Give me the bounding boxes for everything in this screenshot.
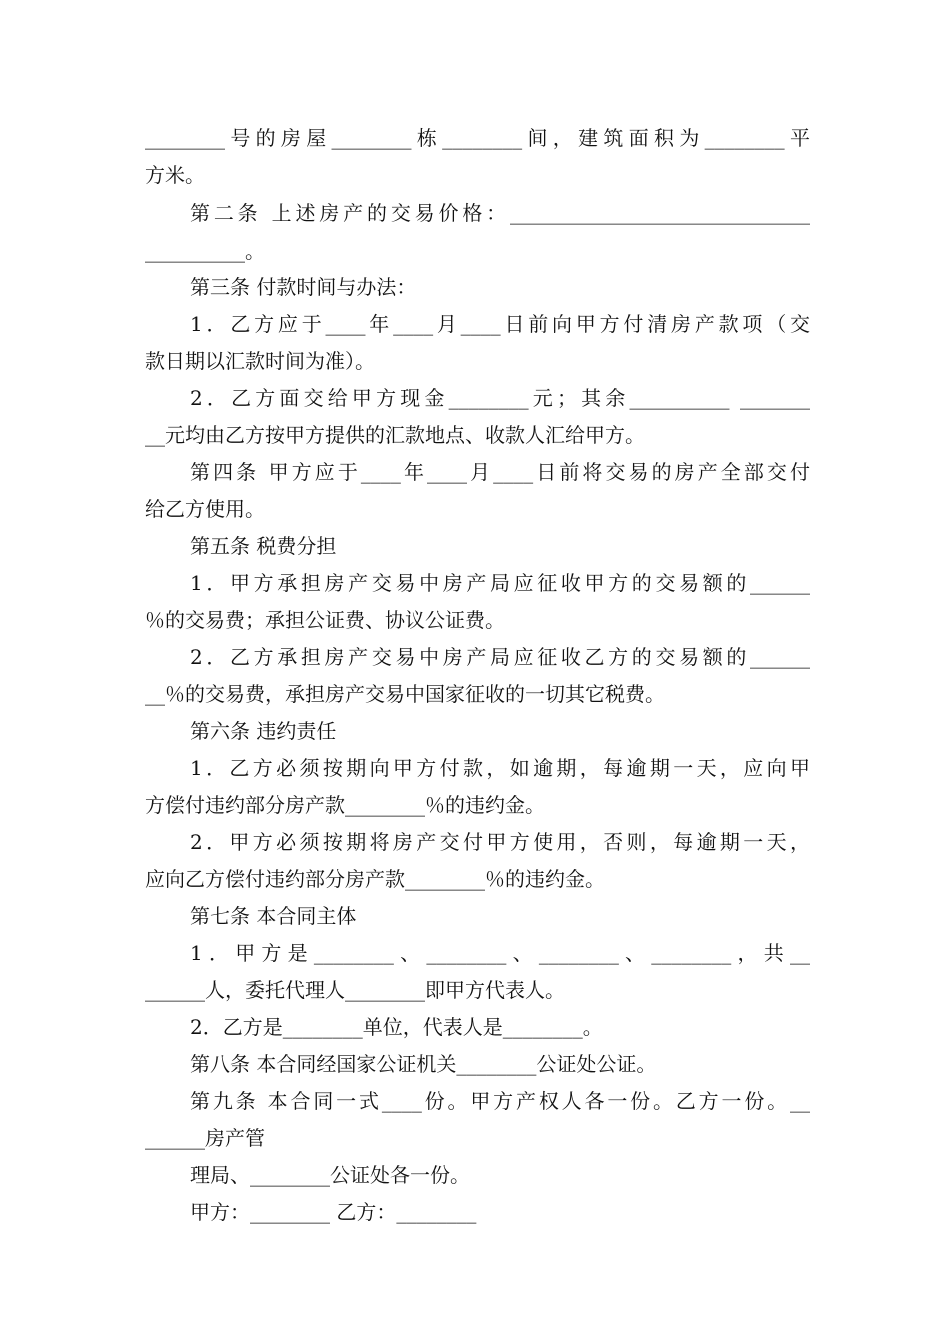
clause-7-heading: 第七条 本合同主体 <box>190 904 357 928</box>
text-line: __________。 <box>145 239 265 263</box>
text-line: ________号的房屋________栋________间，建筑面积为________平 <box>145 126 810 150</box>
clause-3-heading: 第三条 付款时间与办法： <box>190 275 417 299</box>
clause-4-line: 第四条 甲方应于____年____月____日前将交易的房产全部交付 <box>190 460 810 484</box>
clause-3-item-2: 2．乙方面交给甲方现金________元；其余__________ _______ <box>190 386 810 410</box>
text-line: __％的交易费，承担房产交易中国家征收的一切其它税费。 <box>145 682 665 706</box>
clause-6-item-2: 2．甲方必须按期将房产交付甲方使用，否则，每逾期一天， <box>190 830 810 854</box>
clause-6-item-1: 1．乙方必须按期向甲方付款，如逾期，每逾期一天，应向甲 <box>190 756 810 780</box>
clause-7-item-1: 1．甲方是________、________、________、________，共__ <box>190 941 810 965</box>
text-line: 给乙方使用。 <box>145 497 265 521</box>
text-line: __元均由乙方按甲方提供的汇款地点、收款人汇给甲方。 <box>145 423 645 447</box>
text-line: 款日期以汇款时间为准）。 <box>145 349 375 373</box>
text-line: 方米。 <box>145 163 205 187</box>
clause-5-heading: 第五条 税费分担 <box>190 534 337 558</box>
text-line: 方偿付违约部分房产款________％的违约金。 <box>145 793 545 817</box>
signature-line: 甲方：________ 乙方：________ <box>190 1200 477 1224</box>
clause-5-item-2: 2．乙方承担房产交易中房产局应征收乙方的交易额的______ <box>190 645 810 669</box>
clause-8-line: 第八条 本合同经国家公证机关________公证处公证。 <box>190 1052 657 1076</box>
clause-5-item-1: 1．甲方承担房产交易中房产局应征收甲方的交易额的______ <box>190 571 810 595</box>
text-line: 理局、________公证处各一份。 <box>190 1163 470 1187</box>
clause-6-heading: 第六条 违约责任 <box>190 719 337 743</box>
text-line: ______房产管 <box>145 1126 265 1150</box>
text-line: 应向乙方偿付违约部分房产款________％的违约金。 <box>145 867 605 891</box>
clause-2-line: 第二条 上述房产的交易价格：______________________________ <box>190 201 810 225</box>
clause-9-line: 第九条 本合同一式____份。甲方产权人各一份。乙方一份。__ <box>190 1089 810 1113</box>
text-line: ______人，委托代理人________即甲方代表人。 <box>145 978 565 1002</box>
clause-3-item-1: 1．乙方应于____年____月____日前向甲方付清房产款项（交 <box>190 312 810 336</box>
clause-7-item-2: 2．乙方是________单位，代表人是________。 <box>190 1015 603 1039</box>
text-line: ％的交易费；承担公证费、协议公证费。 <box>145 608 505 632</box>
